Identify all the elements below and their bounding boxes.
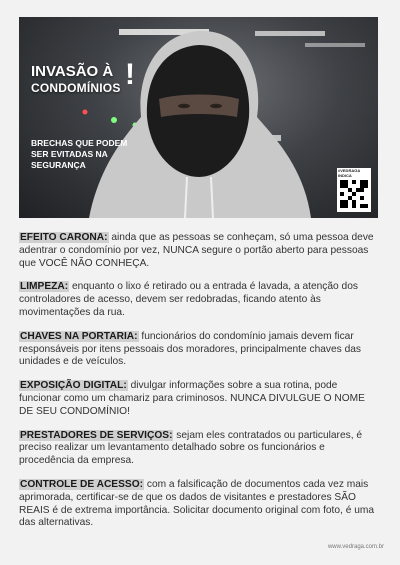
tip-limpeza bbox=[19, 281, 381, 319]
tip-controle-de-acesso bbox=[19, 479, 381, 530]
tip-prestadores-de-servicos bbox=[19, 430, 381, 468]
tip-efeito-carona bbox=[19, 232, 381, 270]
exclamation-mark: ! bbox=[125, 58, 135, 91]
hooded-figure-photo bbox=[19, 17, 378, 218]
qr-code-badge[interactable] bbox=[337, 168, 371, 212]
tip-text: ainda que as pessoas se conheçam, só uma pessoa deve adentrar o condomínio por vez, NUNCA segure o portão aberto para pessoas que VOCÊ NÃO CONHEÇA. bbox=[19, 232, 374, 269]
tip-text: com a falsificação de documentos cada vez mais aprimorada, certificar-se de que os dados de visitantes e prestadores SÃO REAIS é de extrema importância. Solicitar documento original com foto, é uma das alternativas. bbox=[19, 478, 375, 529]
tip-heading: EXPOSIÇÃO DIGITAL: bbox=[20, 380, 127, 392]
hero-banner bbox=[19, 17, 378, 218]
hero-title-line2: CONDOMÍNIOS bbox=[31, 81, 121, 95]
tip-text: divulgar informações sobre a sua rotina, pode funcionar como um chamariz para criminosos. NUNCA DIVULGUE O NOME DE SEU CONDOMÍNIO! bbox=[19, 380, 365, 417]
tip-heading: CHAVES NA PORTARIA: bbox=[20, 330, 138, 342]
tip-chaves-na-portaria bbox=[19, 331, 381, 369]
qr-code-icon bbox=[340, 180, 368, 208]
qr-label bbox=[338, 169, 370, 178]
tip-exposicao-digital bbox=[19, 380, 381, 418]
hero-title bbox=[31, 63, 121, 97]
hero-subtitle: BRECHAS QUE PODEM SER EVITADAS NA SEGURANÇA bbox=[31, 138, 128, 170]
tip-heading: CONTROLE DE ACESSO: bbox=[20, 478, 144, 490]
tip-text: enquanto o lixo é retirado ou a entrada é lavada, a atenção dos controladores de acesso, devem ser redobradas, ficando atento às movimentações da rua. bbox=[19, 281, 358, 318]
tip-heading: EFEITO CARONA: bbox=[20, 232, 108, 243]
footer-website-link[interactable]: www.vedraga.com.br bbox=[327, 544, 384, 550]
tip-heading: PRESTADORES DE SERVIÇOS: bbox=[20, 429, 173, 441]
qr-label-line2: INDICA bbox=[338, 172, 352, 178]
hero-title-line1: INVASÃO À bbox=[31, 63, 114, 80]
tip-heading: LIMPEZA: bbox=[20, 281, 69, 293]
tip-text: sejam eles contratados ou particulares, é preciso realizar um levantamento detalhado sobre os funcionários e procedência da empresa. bbox=[19, 429, 363, 467]
tips-list bbox=[19, 232, 381, 541]
qr-label-line1: #VEDRAGA bbox=[338, 168, 361, 173]
tip-text: funcionários do condomínio jamais devem ficar responsáveis por itens pessoais dos moradores, principalmente chaves das unidades e de veículos. bbox=[19, 330, 362, 368]
